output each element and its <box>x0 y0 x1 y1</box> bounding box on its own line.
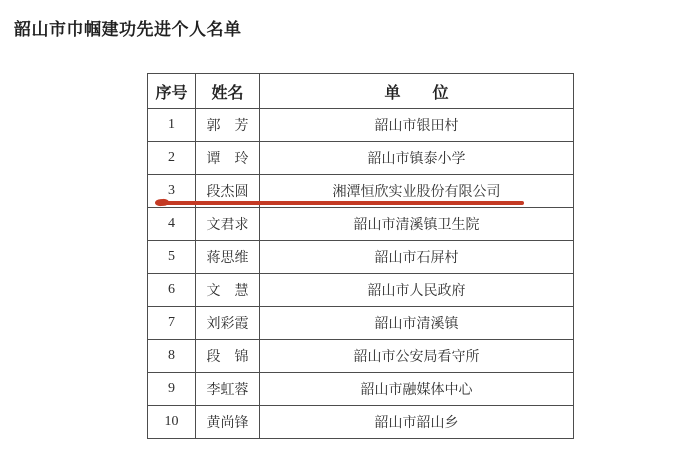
cell-name: 李虹蓉 <box>196 373 260 406</box>
header-cell-unit: 单 位 <box>260 74 574 109</box>
table-row <box>148 142 574 175</box>
table-row <box>148 340 574 373</box>
table-row <box>148 406 574 439</box>
cell-no: 6 <box>148 274 196 307</box>
cell-name: 谭 玲 <box>196 142 260 175</box>
header-cell-name: 姓名 <box>196 74 260 109</box>
cell-no: 7 <box>148 307 196 340</box>
cell-no: 4 <box>148 208 196 241</box>
cell-unit: 韶山市清溪镇卫生院 <box>260 208 574 241</box>
table-row <box>148 175 574 208</box>
roster-table <box>147 73 574 439</box>
cell-name: 黄尚锋 <box>196 406 260 439</box>
table-row <box>148 241 574 274</box>
cell-name: 文君求 <box>196 208 260 241</box>
cell-no: 10 <box>148 406 196 439</box>
cell-unit: 韶山市公安局看守所 <box>260 340 574 373</box>
cell-no: 2 <box>148 142 196 175</box>
cell-name: 段 锦 <box>196 340 260 373</box>
table-body <box>148 109 574 439</box>
table-row <box>148 274 574 307</box>
cell-name: 郭 芳 <box>196 109 260 142</box>
cell-unit: 湘潭恒欣实业股份有限公司 <box>260 175 574 208</box>
cell-name: 段杰圆 <box>196 175 260 208</box>
cell-no: 9 <box>148 373 196 406</box>
cell-unit: 韶山市石屏村 <box>260 241 574 274</box>
table-row <box>148 208 574 241</box>
cell-no: 1 <box>148 109 196 142</box>
header-cell-no: 序号 <box>148 74 196 109</box>
table-row <box>148 109 574 142</box>
cell-unit: 韶山市韶山乡 <box>260 406 574 439</box>
table-row <box>148 373 574 406</box>
cell-name: 刘彩霞 <box>196 307 260 340</box>
roster-table-container <box>147 73 574 439</box>
cell-unit: 韶山市清溪镇 <box>260 307 574 340</box>
cell-unit: 韶山市镇泰小学 <box>260 142 574 175</box>
cell-no: 8 <box>148 340 196 373</box>
cell-unit: 韶山市人民政府 <box>260 274 574 307</box>
page-title: 韶山市巾帼建功先进个人名单 <box>14 20 242 39</box>
cell-unit: 韶山市融媒体中心 <box>260 373 574 406</box>
table-row <box>148 307 574 340</box>
cell-unit: 韶山市银田村 <box>260 109 574 142</box>
table-header-row <box>148 74 574 109</box>
cell-name: 蒋思维 <box>196 241 260 274</box>
cell-name: 文 慧 <box>196 274 260 307</box>
cell-no: 5 <box>148 241 196 274</box>
cell-no: 3 <box>148 175 196 208</box>
